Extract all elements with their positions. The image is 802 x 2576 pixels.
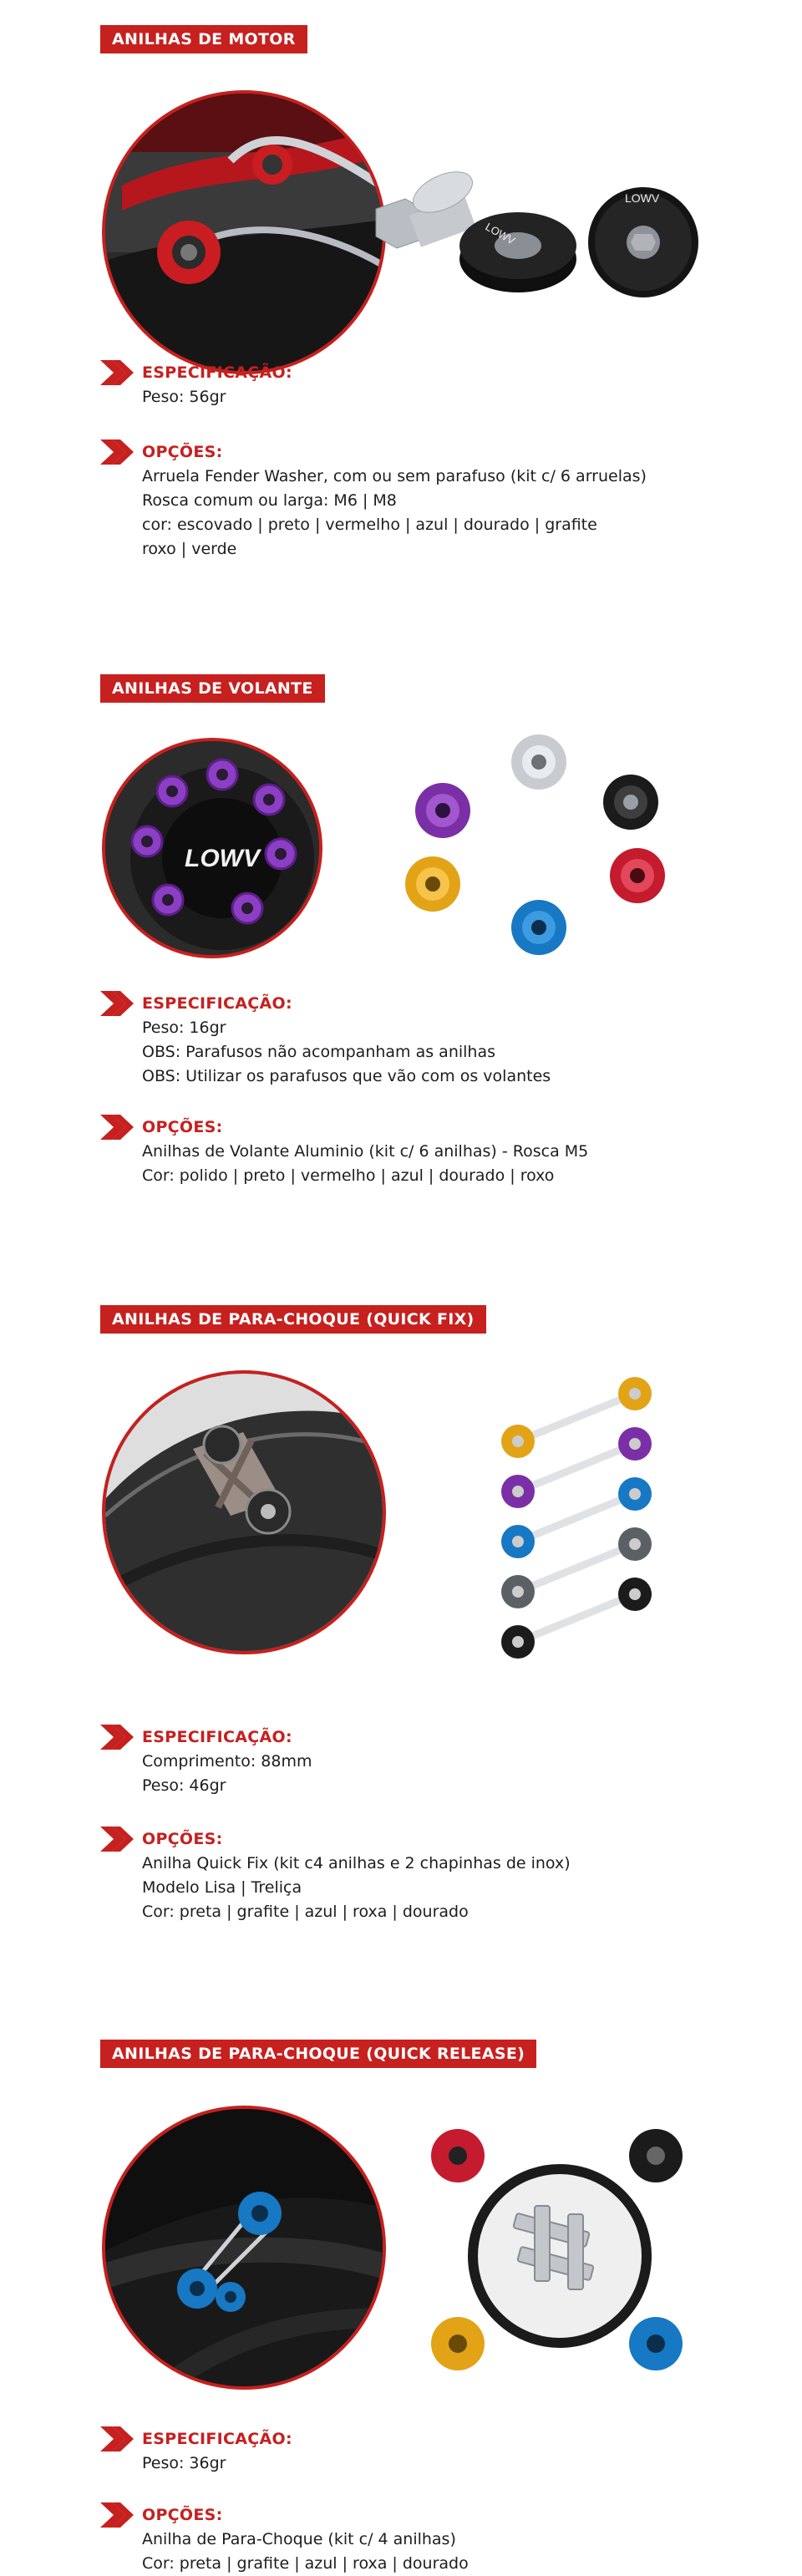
product-photo-washers: [418, 2122, 693, 2381]
options-heading: OPÇÕES:: [142, 1830, 223, 1848]
chevron-icon: [100, 360, 134, 385]
spec-block: [100, 1726, 735, 1798]
spec-heading: ESPECIFICAÇÃO:: [142, 2430, 292, 2448]
spec-block: [100, 2428, 735, 2476]
options-block: [100, 441, 735, 561]
spec-line: Peso: 46gr: [142, 1776, 226, 1795]
chevron-icon: [100, 1827, 134, 1852]
release-red: [431, 2129, 485, 2182]
chevron-icon: [100, 439, 134, 465]
option-line: roxo | verde: [142, 540, 237, 558]
product-photo-closeup: [102, 1370, 386, 1654]
section-title: ANILHAS DE PARA-CHOQUE (QUICK RELEASE): [100, 2040, 536, 2068]
chevron-icon: [100, 1115, 134, 1140]
option-line: Anilha Quick Fix (kit c4 anilhas e 2 chapinhas de inox): [142, 1854, 571, 1872]
section-title: ANILHAS DE VOLANTE: [100, 674, 325, 703]
option-line: Anilhas de Volante Aluminio (kit c/ 6 anilhas) - Rosca M5: [142, 1142, 589, 1161]
spec-heading: ESPECIFICAÇÃO:: [142, 1728, 292, 1746]
options-block: [100, 1828, 735, 1924]
spec-line: Peso: 16gr: [142, 1019, 226, 1037]
wheel-brand-text: LOWV: [185, 845, 260, 872]
chevron-icon: [100, 1725, 134, 1750]
washer-blue: [511, 900, 566, 955]
spec-block: [100, 362, 735, 409]
product-photo-washers: [368, 159, 702, 326]
spec-block: [100, 993, 735, 1089]
release-black: [629, 2129, 683, 2182]
washer-purple: [415, 783, 470, 838]
washer-brand-text: LOWV: [483, 220, 518, 247]
options-heading: OPÇÕES:: [142, 2506, 223, 2524]
options-block: [100, 2504, 735, 2576]
option-line: Cor: preta | grafite | azul | roxa | dourado: [142, 2554, 469, 2573]
washer-black: [603, 775, 658, 830]
options-block: [100, 1116, 735, 1188]
option-line: Arruela Fender Washer, com ou sem parafuso (kit c/ 6 arruelas): [142, 467, 647, 485]
option-line: Anilha de Para-Choque (kit c/ 4 anilhas): [142, 2530, 456, 2548]
product-photo-closeup: [102, 738, 322, 958]
washer-red: [610, 848, 665, 903]
option-line: Modelo Lisa | Treliça: [142, 1878, 302, 1897]
product-photo-closeup: [102, 90, 386, 374]
options-heading: OPÇÕES:: [142, 1118, 223, 1136]
product-photo-washers: [485, 1370, 668, 1688]
option-line: Rosca comum ou larga: M6 | M8: [142, 491, 397, 510]
spec-line: Peso: 36gr: [142, 2454, 226, 2472]
product-photo-closeup: [102, 2106, 386, 2390]
product-photo-washers: [401, 727, 668, 969]
option-line: Cor: polido | preto | vermelho | azul | dourado | roxo: [142, 1166, 555, 1185]
chevron-icon: [100, 991, 134, 1016]
spec-heading: ESPECIFICAÇÃO:: [142, 363, 292, 382]
chevron-icon: [100, 2502, 134, 2528]
washer-brand-text: LOWV: [625, 191, 660, 205]
spec-line: OBS: Utilizar os parafusos que vão com os volantes: [142, 1067, 551, 1085]
section-title: ANILHAS DE PARA-CHOQUE (QUICK FIX): [100, 1305, 486, 1334]
option-line: Cor: preta | grafite | azul | roxa | dourado: [142, 1903, 469, 1921]
section-title: ANILHAS DE MOTOR: [100, 25, 307, 53]
washer-gold: [405, 856, 460, 912]
release-blue: [629, 2317, 683, 2370]
spec-line: Comprimento: 88mm: [142, 1752, 312, 1771]
release-gold: [431, 2317, 485, 2370]
washer-silver: [511, 734, 566, 790]
options-heading: OPÇÕES:: [142, 443, 223, 461]
chevron-icon: [100, 2426, 134, 2452]
spec-line: OBS: Parafusos não acompanham as anilhas: [142, 1043, 496, 1061]
spec-heading: ESPECIFICAÇÃO:: [142, 994, 292, 1013]
option-line: cor: escovado | preto | vermelho | azul | dourado | grafite: [142, 516, 597, 534]
spec-line: Peso: 56gr: [142, 388, 226, 406]
